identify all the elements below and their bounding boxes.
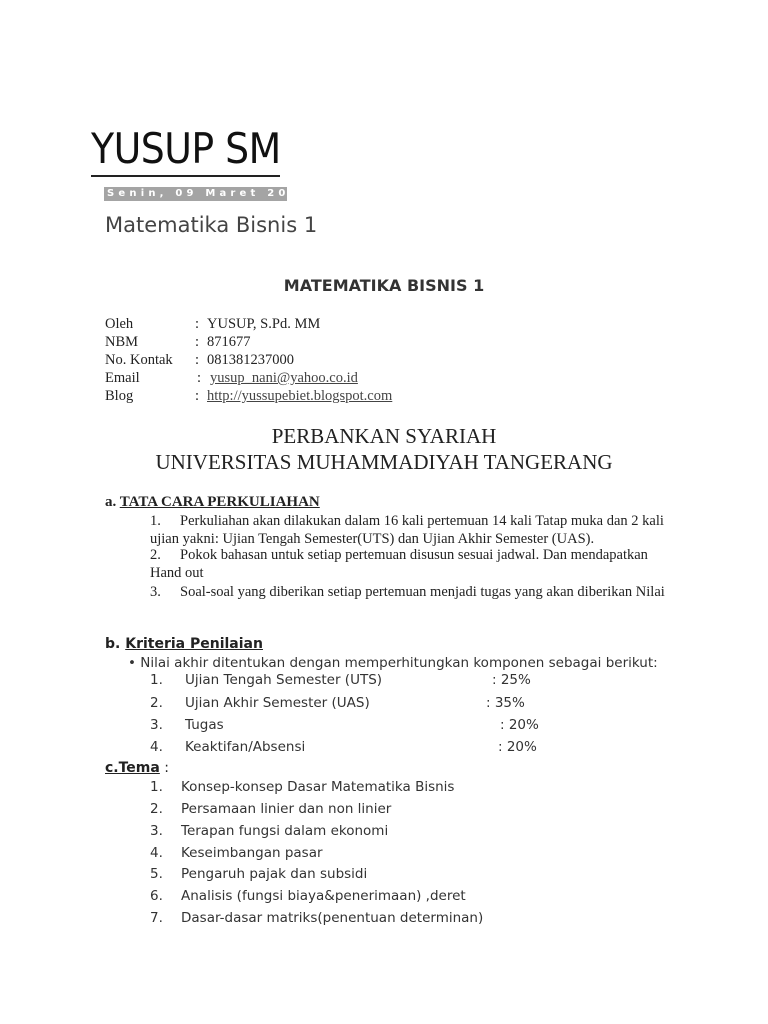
criteria-value: : 20%: [500, 717, 539, 733]
tema-number: 1.: [150, 779, 163, 795]
title-underline: [91, 175, 280, 177]
tema-number: 2.: [150, 801, 163, 817]
section-a-title: TATA CARA PERKULIAHAN: [119, 494, 320, 510]
criteria-value: : 35%: [486, 695, 525, 711]
info-value-oleh: YUSUP, S.Pd. MM: [207, 316, 321, 332]
info-value-nbm: 871677: [207, 334, 251, 350]
section-a-item-2: [150, 547, 670, 582]
item-number: 2.: [150, 547, 161, 563]
item-number: 1.: [150, 513, 161, 529]
info-colon: :: [195, 316, 200, 332]
criteria-number: 1.: [150, 672, 163, 688]
post-date: Senin, 09 Maret 2015: [104, 187, 287, 201]
item-text: Perkuliahan akan dilakukan dalam 16 kali pertemuan 14 kali Tatap muka dan 2 kali ujian yakni: Ujian Tengah Semester(UTS) dan Ujian Akhir Semester (UAS).: [150, 513, 664, 547]
section-a-heading: [105, 494, 320, 511]
tema-item: Persamaan linier dan non linier: [181, 801, 392, 817]
tema-item: Dasar-dasar matriks(penentuan determinan): [181, 910, 484, 926]
tema-number: 6.: [150, 888, 163, 904]
section-a-item-3: [150, 584, 670, 602]
section-b-bullet: [128, 655, 658, 671]
info-label-kontak: No. Kontak: [105, 352, 173, 368]
section-c-suffix: :: [159, 760, 170, 776]
info-value-kontak: 081381237000: [207, 352, 294, 368]
info-colon: :: [195, 352, 200, 368]
item-number: 3.: [150, 584, 161, 600]
section-c-title: c.Tema: [105, 760, 160, 776]
tema-number: 7.: [150, 910, 163, 926]
section-b-prefix: b.: [105, 636, 121, 652]
info-label-oleh: Oleh: [105, 316, 134, 332]
info-label-email: Email: [105, 370, 140, 386]
section-a-prefix: a.: [105, 494, 117, 510]
criteria-number: 3.: [150, 717, 163, 733]
tema-item: Keseimbangan pasar: [181, 845, 323, 861]
institution-line-1: PERBANKAN SYARIAH: [271, 424, 497, 448]
info-colon: :: [195, 334, 200, 350]
section-c-heading: [105, 760, 169, 776]
criteria-label: Ujian Akhir Semester (UAS): [185, 695, 370, 711]
info-label-nbm: NBM: [105, 334, 139, 350]
section-b-heading: [105, 636, 263, 652]
bullet-text: Nilai akhir ditentukan dengan memperhitungkan komponen sebagai berikut:: [140, 655, 658, 671]
info-colon: :: [195, 388, 200, 404]
email-link[interactable]: yusup_nani@yahoo.co.id: [210, 370, 358, 386]
section-a-item-1: [150, 513, 670, 548]
item-text: Pokok bahasan untuk setiap pertemuan disusun sesuai jadwal. Dan mendapatkan Hand out: [150, 547, 648, 581]
tema-item: Analisis (fungsi biaya&penerimaan) ,deret: [181, 888, 466, 904]
info-label-blog: Blog: [105, 388, 134, 404]
institution-line-2: UNIVERSITAS MUHAMMADIYAH TANGERANG: [155, 450, 613, 474]
document-heading: MATEMATIKA BISNIS 1: [283, 276, 485, 295]
post-title[interactable]: Matematika Bisnis 1: [105, 213, 318, 237]
bullet-icon: •: [128, 655, 136, 671]
criteria-number: 4.: [150, 739, 163, 755]
criteria-label: Tugas: [185, 717, 224, 733]
tema-number: 3.: [150, 823, 163, 839]
tema-item: Terapan fungsi dalam ekonomi: [181, 823, 389, 839]
blog-title[interactable]: YUSUP SM: [91, 124, 281, 173]
criteria-number: 2.: [150, 695, 163, 711]
tema-item: Konsep-konsep Dasar Matematika Bisnis: [181, 779, 455, 795]
tema-number: 5.: [150, 866, 163, 882]
blog-link[interactable]: http://yussupebiet.blogspot.com: [207, 388, 393, 404]
criteria-label: Ujian Tengah Semester (UTS): [185, 672, 383, 688]
info-colon: :: [197, 370, 202, 386]
criteria-value: : 20%: [498, 739, 537, 755]
criteria-value: : 25%: [492, 672, 531, 688]
section-b-title: Kriteria Penilaian: [125, 636, 263, 652]
item-text: Soal-soal yang diberikan setiap pertemuan menjadi tugas yang akan diberikan Nilai: [180, 584, 665, 600]
tema-item: Pengaruh pajak dan subsidi: [181, 866, 368, 882]
tema-number: 4.: [150, 845, 163, 861]
criteria-label: Keaktifan/Absensi: [185, 739, 306, 755]
